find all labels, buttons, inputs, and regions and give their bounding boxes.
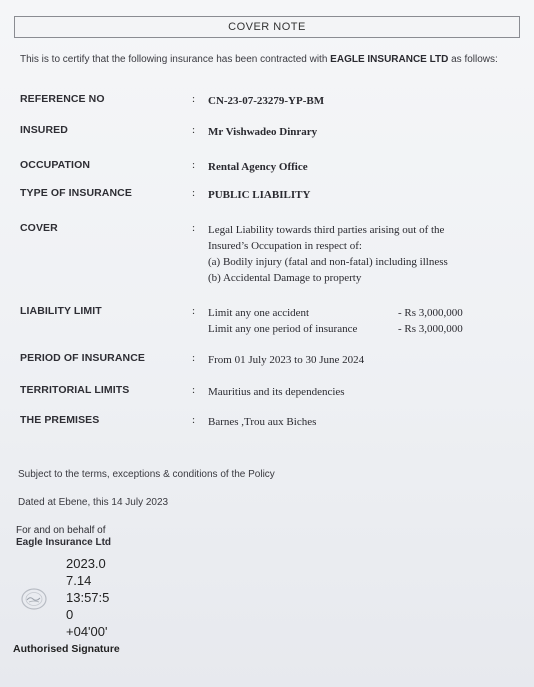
colon: :	[192, 222, 196, 234]
document-title: COVER NOTE	[228, 21, 306, 33]
field-label: LIABILITY LIMIT	[20, 305, 102, 317]
subject-terms: Subject to the terms, exceptions & conditions of the Policy	[18, 469, 275, 480]
colon: :	[192, 352, 196, 364]
cover-value: Legal Liability towards third parties arising out of the Insured’s Occupation in respect of: (a) Bodily injury (fatal and non-fatal) including illness (b) Accidental Damage to property	[208, 224, 448, 284]
signature-seal-icon	[20, 587, 48, 611]
colon: :	[192, 187, 196, 199]
authorised-signature-label: Authorised Signature	[13, 643, 120, 655]
colon: :	[192, 124, 196, 136]
premises-value: Barnes ,Trou aux Biches	[208, 416, 317, 428]
company-name: EAGLE INSURANCE LTD	[330, 54, 449, 65]
intro-paragraph: This is to certify that the following insurance has been contracted with EAGLE INSURANCE LTD as follows:	[20, 54, 498, 65]
reference-value: CN-23-07-23279-YP-BM	[208, 95, 325, 107]
colon: :	[192, 305, 196, 317]
field-label: TERRITORIAL LIMITS	[20, 384, 130, 396]
liability-value: Limit any one accident Limit any one period of insurance	[208, 307, 358, 335]
field-label: REFERENCE NO	[20, 93, 105, 105]
field-label: PERIOD OF INSURANCE	[20, 352, 145, 364]
field-label: TYPE OF INSURANCE	[20, 187, 132, 199]
occupation-value: Rental Agency Office	[208, 161, 308, 173]
on-behalf-block: For and on behalf of Eagle Insurance Ltd	[16, 525, 112, 548]
insured-value: Mr Vishwadeo Dinrary	[208, 126, 318, 138]
territorial-value: Mauritius and its dependencies	[208, 386, 345, 398]
colon: :	[192, 384, 196, 396]
digital-signature-timestamp: 2023.0 7.14 13:57:5 0 +04'00'	[66, 556, 110, 639]
period-value: From 01 July 2023 to 30 June 2024	[208, 354, 365, 366]
colon: :	[192, 93, 196, 105]
cover-note-header	[14, 16, 520, 38]
colon: :	[192, 159, 196, 171]
colon: :	[192, 414, 196, 426]
type-value: PUBLIC LIABILITY	[208, 189, 311, 201]
dated-line: Dated at Ebene, this 14 July 2023	[18, 497, 169, 508]
field-label: INSURED	[20, 124, 68, 136]
field-label: THE PREMISES	[20, 414, 100, 426]
liability-amounts: - Rs 3,000,000 - Rs 3,000,000	[398, 307, 463, 335]
field-label: COVER	[20, 222, 58, 234]
field-label: OCCUPATION	[20, 159, 91, 171]
